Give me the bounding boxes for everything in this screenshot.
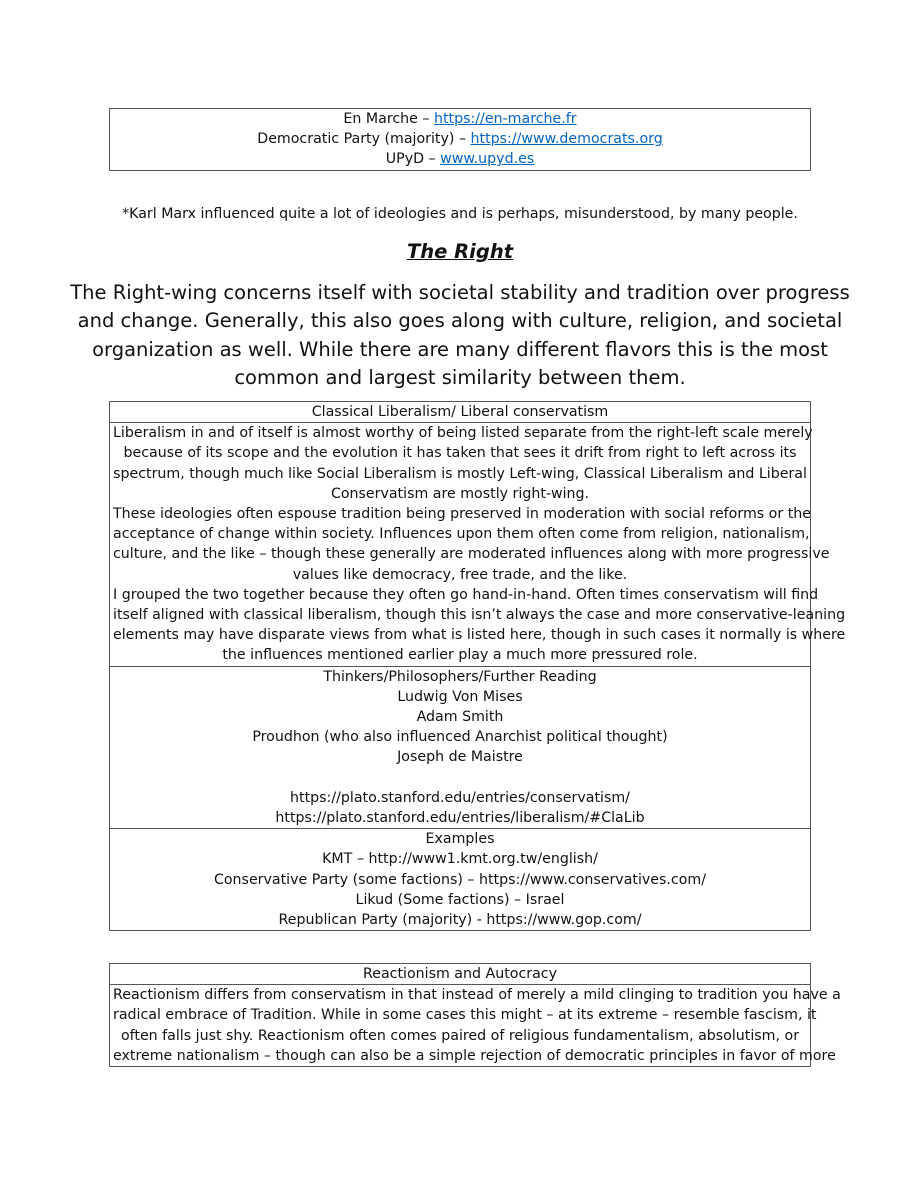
description-line: because of its scope and the evolution it has taken that sees it drift from right to left across its (123, 445, 797, 462)
table-title: Reactionism and Autocracy (363, 966, 557, 982)
classical-liberalism-table (109, 401, 846, 931)
section-heading: The Right (406, 240, 514, 263)
description-line: culture, and the like – though these generally are moderated influences along with more progressive (113, 546, 830, 563)
description-line: acceptance of change within society. Influences upon them often come from religion, nationalism, (113, 526, 810, 543)
intro-line: organization as well. While there are many different flavors this is the most (92, 337, 828, 361)
description-line: values like democracy, free trade, and the like. (292, 566, 628, 583)
reading-link: https://plato.stanford.edu/entries/conservatism/ (290, 789, 630, 806)
table-title-cell (110, 964, 810, 984)
party-row-democratic (113, 129, 807, 149)
table-title: Classical Liberalism/ Liberal conservatism (311, 404, 609, 420)
examples-header: Examples (425, 831, 495, 848)
description-line: spectrum, though much like Social Liberalism is mostly Left-wing, Classical Liberalism and Liberal (113, 465, 807, 482)
description-cell (110, 422, 846, 665)
description-line: These ideologies often espouse tradition being preserved in moderation with social reforms or the (113, 506, 811, 523)
party-name: Democratic Party (majority) – (257, 131, 471, 148)
example-item: Likud (Some factions) – Israel (355, 891, 565, 908)
thinker-name: Adam Smith (416, 709, 504, 726)
table-title-cell (110, 402, 810, 422)
party-link[interactable]: https://en-marche.fr (433, 111, 577, 127)
thinkers-header: Thinkers/Philosophers/Further Reading (323, 668, 597, 685)
intro-line: and change. Generally, this also goes along with culture, religion, and societal (77, 309, 843, 333)
description-line: the influences mentioned earlier play a much more pressured role. (222, 647, 698, 664)
description-line: radical embrace of Tradition. While in some cases this might – at its extreme – resemble fascism, it (113, 1007, 817, 1024)
description-line: elements may have disparate views from what is listed here, though in such cases it normally is where (113, 627, 846, 644)
party-row-en-marche (113, 109, 807, 129)
party-name: UPyD – (385, 151, 441, 168)
thinker-name: Proudhon (who also influenced Anarchist political thought) (252, 729, 668, 746)
parties-cell (110, 109, 810, 170)
intro-paragraph (0, 279, 920, 392)
parties-table (109, 108, 811, 171)
description-cell (110, 984, 841, 1066)
marx-footnote: *Karl Marx influenced quite a lot of ideologies and is perhaps, misunderstood, by many people. (122, 206, 798, 222)
thinker-name: Joseph de Maistre (397, 749, 523, 766)
example-item: Conservative Party (some factions) – https://www.conservatives.com/ (213, 871, 707, 888)
reactionism-table (109, 963, 841, 1067)
description-line: extreme nationalism – though can also be a simple rejection of democratic principles in favor of more (113, 1047, 836, 1064)
party-link[interactable]: www.upyd.es (440, 151, 535, 168)
party-link[interactable]: https://www.democrats.org (470, 131, 663, 148)
blank-line (113, 768, 807, 788)
description-line: I grouped the two together because they often go hand-in-hand. Often times conservatism will find (113, 586, 819, 603)
intro-line: The Right-wing concerns itself with societal stability and tradition over progress (70, 281, 850, 304)
description-line: Liberalism in and of itself is almost worthy of being listed separate from the right-left scale merely (113, 425, 813, 442)
description-line: itself aligned with classical liberalism, though this isn’t always the case and more conservative-leaning (113, 607, 846, 624)
intro-line: common and largest similarity between them. (234, 365, 686, 389)
thinker-name: Ludwig Von Mises (397, 688, 523, 705)
party-row-upyd (113, 149, 807, 169)
description-line: Reactionism differs from conservatism in that instead of merely a mild clinging to tradition you have a (113, 987, 841, 1004)
party-name: En Marche – (343, 111, 434, 127)
example-item: Republican Party (majority) - https://www.gop.com/ (278, 912, 642, 929)
description-line: Conservatism are mostly right-wing. (330, 485, 590, 502)
example-item: KMT – http://www1.kmt.org.tw/english/ (322, 851, 598, 868)
description-line: often falls just shy. Reactionism often comes paired of religious fundamentalism, absolutism, or (120, 1027, 800, 1044)
thinkers-cell (110, 666, 810, 829)
reading-link: https://plato.stanford.edu/entries/liberalism/#ClaLib (275, 810, 645, 827)
examples-cell (110, 828, 810, 930)
